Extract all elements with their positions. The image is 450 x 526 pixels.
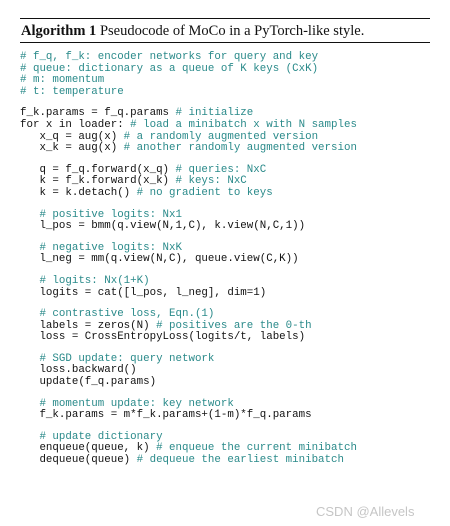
code-text: enqueue(queue, k) bbox=[20, 442, 157, 455]
code-comment: # update dictionary bbox=[39, 430, 163, 443]
code-line bbox=[20, 455, 430, 467]
code-text: loss = CrossEntropyLoss(logits/t, labels) bbox=[20, 331, 306, 344]
code-text: labels = zeros(N) bbox=[20, 319, 157, 332]
code-text: for x in loader: bbox=[20, 118, 131, 131]
code-line bbox=[20, 410, 430, 422]
code-text bbox=[20, 353, 39, 365]
caption-rule bbox=[20, 42, 430, 43]
code-comment: # queue: dictionary as a queue of K keys (CxK) bbox=[20, 62, 319, 75]
code-line bbox=[20, 254, 430, 266]
code-line bbox=[20, 288, 430, 300]
code-comment: # initialize bbox=[175, 107, 254, 120]
code-comment: # t: temperature bbox=[20, 85, 124, 98]
code-comment: # a randomly augmented version bbox=[123, 130, 319, 143]
code-comment: # momentum update: key network bbox=[39, 397, 234, 410]
code-text bbox=[20, 398, 39, 410]
code-text: f_k.params = m*f_k.params+(1-m)*f_q.params bbox=[20, 409, 312, 422]
code-text: x_k = aug(x) bbox=[20, 142, 124, 155]
code-text bbox=[20, 209, 39, 221]
code-text: k = f_k.forward(x_k) bbox=[20, 175, 176, 188]
code-text: l_neg = mm(q.view(N,C), queue.view(C,K)) bbox=[20, 253, 299, 266]
code-text: x_q = aug(x) bbox=[20, 130, 124, 143]
algorithm-block bbox=[20, 18, 430, 467]
code-comment: # keys: NxC bbox=[175, 175, 247, 188]
code-text bbox=[20, 242, 39, 254]
code-comment: # contrastive loss, Eqn.(1) bbox=[39, 308, 215, 321]
code-text: dequeue(queue) bbox=[20, 454, 137, 467]
code-text: f_k.params = f_q.params bbox=[20, 107, 176, 120]
code-comment: # load a minibatch x with N samples bbox=[130, 118, 357, 131]
code-listing bbox=[20, 52, 430, 467]
code-comment: # m: momentum bbox=[20, 74, 105, 87]
code-text: l_pos = bmm(q.view(N,1,C), k.view(N,C,1)) bbox=[20, 220, 306, 233]
code-comment: # SGD update: query network bbox=[39, 352, 215, 365]
code-text: q = f_q.forward(x_q) bbox=[20, 163, 176, 176]
code-text: logits = cat([l_pos, l_neg], dim=1) bbox=[20, 286, 267, 299]
code-comment: # dequeue the earliest minibatch bbox=[136, 454, 344, 467]
code-line bbox=[20, 377, 430, 389]
code-comment: # no gradient to keys bbox=[136, 186, 273, 199]
code-comment: # enqueue the current minibatch bbox=[156, 442, 357, 455]
algorithm-title: Pseudocode of MoCo in a PyTorch-like style. bbox=[99, 23, 365, 39]
code-text bbox=[20, 275, 39, 287]
code-comment: # another randomly augmented version bbox=[123, 142, 357, 155]
code-comment: # queries: NxC bbox=[175, 163, 267, 176]
code-comment: # negative logits: NxK bbox=[39, 241, 182, 254]
algorithm-caption bbox=[20, 19, 430, 42]
code-line bbox=[20, 221, 430, 233]
code-line bbox=[20, 87, 430, 99]
code-line bbox=[20, 332, 430, 344]
code-comment: # positive logits: Nx1 bbox=[39, 208, 182, 221]
code-comment: # f_q, f_k: encoder networks for query and key bbox=[20, 51, 319, 63]
code-comment: # positives are the 0-th bbox=[156, 319, 312, 332]
code-line bbox=[20, 188, 430, 200]
code-text: loss.backward() bbox=[20, 364, 137, 377]
code-text bbox=[20, 308, 39, 320]
code-text: k = k.detach() bbox=[20, 186, 137, 199]
algorithm-label: Algorithm 1 bbox=[21, 23, 97, 39]
watermark: CSDN @Allevels bbox=[316, 504, 415, 519]
code-comment: # logits: Nx(1+K) bbox=[39, 274, 150, 287]
code-line bbox=[20, 143, 430, 155]
code-text bbox=[20, 431, 39, 443]
code-text: update(f_q.params) bbox=[20, 376, 157, 389]
